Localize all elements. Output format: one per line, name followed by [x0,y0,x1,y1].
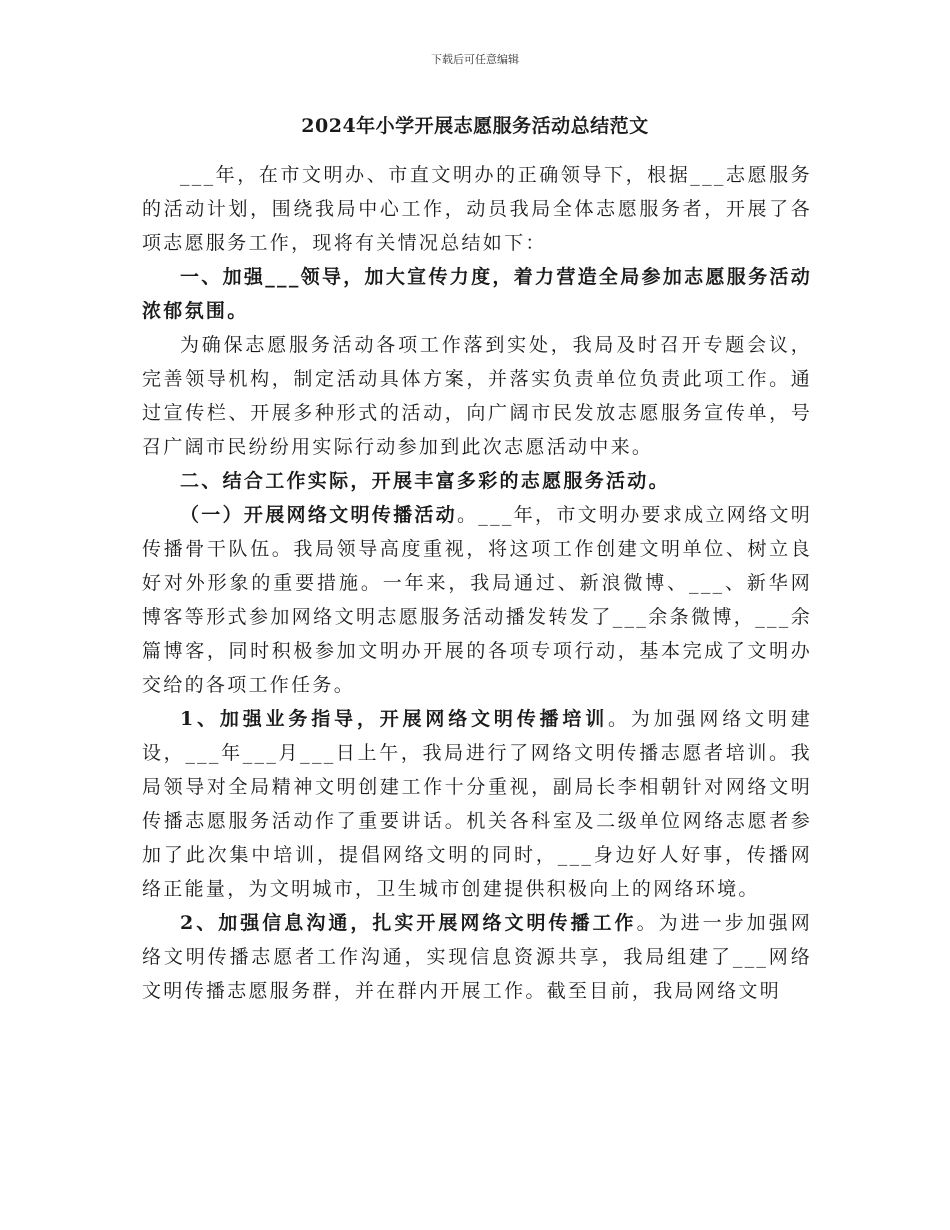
section-heading-2: 二、结合工作实际，开展丰富多彩的志愿服务活动。 [180,470,670,492]
paragraph-section-1: 为确保志愿服务活动各项工作落到实处，我局及时召开专题会议，完善领导机构，制定活动具体方案，并落实负责单位负责此项工作。通过宣传栏、开展多种形式的活动，向广阔市民发放志愿服务宣传单，号召广阔市民纷纷用实际行动参加到此次志愿活动中来。 [142,334,812,458]
item-2-lead: 2、加强信息沟通，扎实开展网络文明传播工作 [180,912,637,934]
item-2-text: 。为进一步加强网络文明传播志愿者工作沟通，实现信息资源共享，我局组建了___网络文明传播志愿服务群，并在群内开展工作。截至目前，我局网络文明 [142,912,812,1002]
document-title: 2024年小学开展志愿服务活动总结范文 [301,115,649,137]
item-1-lead: 1、加强业务指导，开展网络文明传播培训 [180,708,609,730]
subsection-1-text: 。___年，市文明办要求成立网络文明传播骨干队伍。我局领导高度重视，将这项工作创建文明单位、树立良好对外形象的重要措施。一年来，我局通过、新浪微博、___、新华网博客等形式参加网络文明志愿服务活动播发转发了___余条微博，___余篇博客，同时积极参加文明办开展的各项专项行动，基本完成了文明办交给的各项工作任务。 [142,504,813,696]
paragraph-subsection-1 [142,498,812,702]
document-body [142,158,812,1008]
item-1-text: 。为加强网络文明建设，___年___月___日上午，我局进行了网络文明传播志愿者培训。我局领导对全局精神文明创建工作十分重视，副局长李相朝针对网络文明传播志愿服务活动作了重要讲话。机关各科室及二级单位网络志愿者参加了此次集中培训，提倡网络文明的同时，___身边好人好事，传播网络正能量，为文明城市，卫生城市创建提供积极向上的网络环境。 [142,708,813,900]
paragraph-item-1 [142,702,812,906]
paragraph-item-2 [142,906,812,1008]
section-heading-1: 一、加强___领导，加大宣传力度，着力营造全局参加志愿服务活动浓郁氛围。 [142,266,812,322]
subsection-1-lead: （一）开展网络文明传播活动 [180,504,457,526]
paragraph-intro: ___年，在市文明办、市直文明办的正确领导下，根据___志愿服务的活动计划，围绕我局中心工作，动员我局全体志愿服务者，开展了各项志愿服务工作，现将有关情况总结如下： [142,164,812,254]
page-header-note: 下载后可任意编辑 [431,53,519,66]
